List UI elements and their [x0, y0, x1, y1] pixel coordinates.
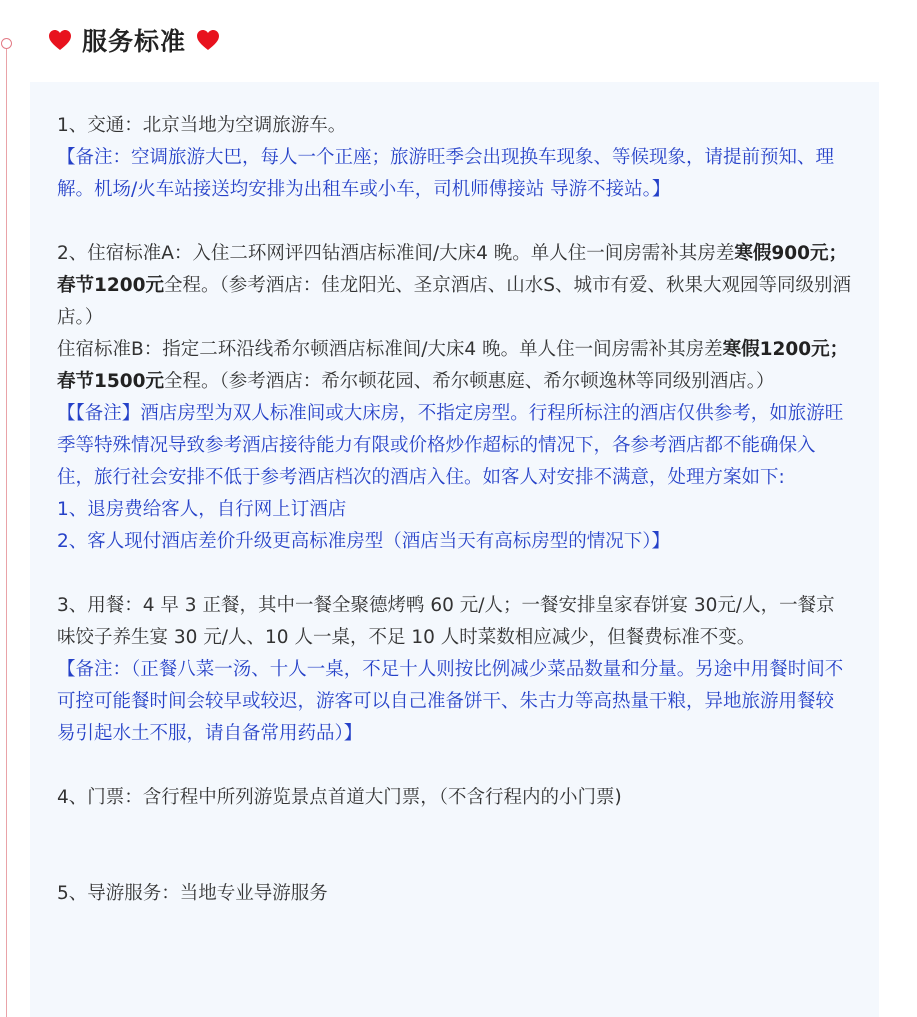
traffic-line: 1、交通：北京当地为空调旅游车。 [57, 115, 347, 136]
spacer [57, 206, 852, 238]
hotel-standard-b [57, 334, 852, 398]
hotel-b-text: 住宿标准B：指定二环沿线希尔顿酒店标准间/大床4 晚。单人住一间房需补其房差 [57, 339, 723, 360]
hotel-note: 【【备注】酒店房型为双人标准间或大床房，不指定房型。行程所标注的酒店仅供参考，如旅游旺季等特殊情况导致参考酒店接待能力有限或价格炒作超标的情况下，各参考酒店都不能确保入住，旅行社会安排不低于参考酒店档次的酒店入住。如客人对安排不满意，处理方案如下: [57, 403, 844, 488]
timeline-dot [1, 38, 12, 49]
hotel-option-1: 1、退房费给客人，自行网上订酒店 [57, 499, 347, 520]
hotel-a-reference: 全程。（参考酒店：佳龙阳光、圣京酒店、山水S、城市有爱、秋果大观园等同级别酒店。） [57, 275, 851, 328]
hotel-option-2: 2、客人现付酒店差价升级更高标准房型（酒店当天有高标房型的情况下）】 [57, 531, 671, 552]
traffic-note: 【备注：空调旅游大巴，每人一个正座；旅游旺季会出现换车现象、等候现象，请提前预知、理解。机场/火车站接送均安排为出租车或小车，司机师傅接站 导游不接站。】 [57, 147, 835, 200]
hotel-a-winter-price: 寒假900元； [734, 243, 847, 264]
spacer [57, 814, 852, 878]
service-standard-content [30, 82, 879, 1017]
hotel-a-spring-price: 春节1200元 [57, 275, 164, 296]
spacer [57, 750, 852, 782]
section-header [48, 22, 220, 58]
hotel-b-spring-price: 春节1500元 [57, 371, 164, 392]
ticket-line: 4、门票：含行程中所列游览景点首道大门票，（不含行程内的小门票) [57, 787, 622, 808]
hotel-standard-a [57, 238, 852, 334]
meal-line: 3、用餐：4 早 3 正餐，其中一餐全聚德烤鸭 60 元/人；一餐安排皇家春饼宴 30元/人，一餐京味饺子养生宴 30 元/人、10 人一桌，不足 10 人时菜数相应减少，但餐费标准不变。 [57, 595, 835, 648]
hotel-b-reference: 全程。（参考酒店：希尔顿花园、希尔顿惠庭、希尔顿逸林等同级别酒店。） [164, 371, 775, 392]
heart-icon [196, 29, 220, 51]
section-title: 服务标准 [82, 27, 187, 56]
spacer [57, 558, 852, 590]
guide-line: 5、导游服务：当地专业导游服务 [57, 883, 328, 904]
meal-note: 【备注：（正餐八菜一汤、十人一桌，不足十人则按比例减少菜品数量和分量。另途中用餐时间不可控可能餐时间会较早或较迟，游客可以自己准备饼干、朱古力等高热量干粮，异地旅游用餐较易引起水土不服，请自备常用药品）】 [57, 659, 844, 744]
hotel-b-winter-price: 寒假1200元； [722, 339, 849, 360]
timeline-line [6, 46, 7, 1017]
heart-icon [48, 29, 72, 51]
hotel-a-text: 2、住宿标准A：入住二环网评四钻酒店标准间/大床4 晚。单人住一间房需补其房差 [57, 243, 735, 264]
